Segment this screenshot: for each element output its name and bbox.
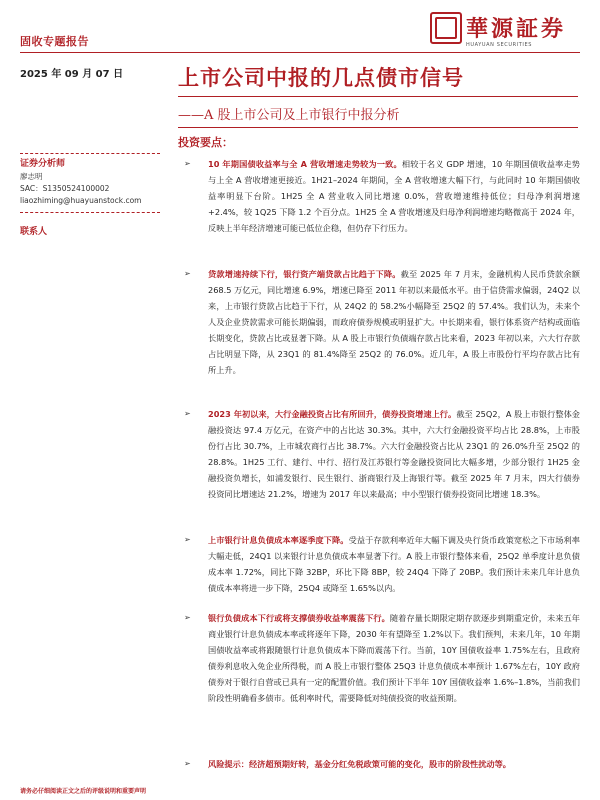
key-point-text: 截至 2025 年 7 月末，金融机构人民币贷款余额 268.5 万亿元，同比增速 6.9%，增速已降至 2011 年初以来最低水平。由于信贷需求偏弱，24Q2 以来，上市银行贷款占比趋于下行，从 24Q2 的 58.2%小幅降至 25Q2 的 57.4%。我们认为，未来个人及企业贷款需求可能长期偏弱，而政府债券规模或明显扩大。中长期来看，银行体系资产结构或面临长期变化，贷款占比或显著下降。从 A 股上市银行负债端存款占比来看，2023 年初以来，六大行存款占比明显下降，从 23Q1 的 81.4%降至 25Q2 的 76.0%。近几年，A 股上市股份行平均存款占比有所上升。: [208, 269, 580, 375]
subtitle-divider: [178, 127, 578, 128]
arrow-bullet-icon: ➢: [184, 613, 191, 622]
key-points-label: 投资要点：: [178, 136, 233, 149]
key-point-item: [180, 610, 580, 756]
risk-warning-label: 风险提示：: [208, 759, 249, 769]
risk-warning-text: 经济超预期好转，基金分红免税政策可能的变化，股市的阶段性扰动等。: [248, 759, 511, 769]
report-date: 2025 年 09 月 07 日: [20, 69, 124, 80]
sidebar-divider: [20, 153, 160, 154]
key-point-highlight: 2023 年初以来，大行金融投资占比有所回升，债券投资增速上行。: [208, 409, 457, 419]
footer-disclaimer: 请务必仔细阅读正文之后的评级说明和重要声明: [20, 788, 147, 795]
key-point-text: 相较于名义 GDP 增速，10 年期国债收益率走势与上全 A 营收增速更接近。1H21–2024 年期间，全 A 营收增速大幅下行，与此同时 10 年期国债收益率明显下台阶。1H25 全 A 营业收入同比增速 0.0%，营收增速维持低位；归母净利润增速+2.4%，较 1Q25 下降 1.2 个百分点。1H25 全 A 营收增速及归母净利润增速均略微高于 2024 年，反映上半年经济增速可能已低位企稳，但仍存下行压力。: [208, 159, 580, 233]
key-point-highlight: 上市银行计息负债成本率逐季度下降。: [208, 535, 349, 545]
analyst-sac: SAC：S1350524100002: [20, 184, 110, 193]
arrow-bullet-icon: ➢: [184, 759, 191, 768]
report-subtitle: ——A 股上市公司及上市银行中报分析: [178, 108, 400, 123]
sidebar-divider: [20, 212, 160, 213]
risk-warning-item: [180, 756, 580, 772]
analyst-heading: 证券分析师: [20, 159, 66, 169]
analyst-name: 廖志明: [20, 172, 43, 181]
report-title: 上市公司中报的几点债市信号: [178, 65, 464, 90]
title-divider: [178, 96, 578, 97]
key-point-highlight: 10 年期国债收益率与全 A 营收增速走势较为一致。: [208, 159, 402, 169]
key-point-text: 受益于存款利率近年大幅下调及央行货币政策宽松之下市场利率大幅走低，24Q1 以来银行计息负债成本率显著下行。A 股上市银行整体来看，25Q2 单季度计息负债成本率 1.72%，同比下降 32BP，环比下降 8BP，较 24Q4 下降了 20BP。我们预计未来几年计息负债成本率将进一步下降，25Q4 或降至 1.65%以内。: [208, 535, 580, 593]
arrow-bullet-icon: ➢: [184, 159, 191, 168]
document-type-label: 固收专题报告: [20, 35, 89, 48]
key-point-item: [180, 266, 580, 406]
key-point-text: 随着存量长期限定期存款逐步到期重定价，未来五年商业银行计息负债成本率或将逐年下降，2030 年有望降至 1.2%以下。我们预判，未来几年，10 年期国债收益率或将跟随银行计息负债成本下降而震荡下行。当前，10Y 国债收益率 1.75%左右，且政府债券利息收入免企业所得税，而 A 股上市银行整体 25Q3 计息负债成本率预计 1.67%左右，10Y 政府债券对于银行自营或已具有一定的配置价值。我们预计下半年 10Y 国债收益率 1.6%–1.8%，当前我们阶段性明确看多债市。低利率时代，需要降低对纯债投资的收益预期。: [208, 613, 580, 703]
key-point-item: [180, 406, 580, 532]
key-point-item: [180, 532, 580, 610]
arrow-bullet-icon: ➢: [184, 535, 191, 544]
key-point-highlight: 贷款增速持续下行，银行资产端贷款占比趋于下降。: [208, 269, 401, 279]
arrow-bullet-icon: ➢: [184, 409, 191, 418]
company-logo: [430, 12, 590, 56]
key-point-item: [180, 156, 580, 266]
logo-name: 華源証券: [466, 16, 567, 42]
key-point-highlight: 银行负债成本下行或将支撑债券收益率震荡下行。: [208, 613, 390, 623]
key-point-text: 截至 25Q2，A 股上市银行整体金融投资达 97.4 万亿元，在资产中的占比达 30.3%。其中，六大行金融投资平均占比 28.8%，上市股份行占比 30.7%，上市城农商行占比 38.7%。六大行金融投资占比从 23Q1 的 26.0%升至 25Q2 的 28.8%。1H25 工行、建行、中行、招行及江苏银行等金融投资同比大幅多增，少部分银行 1H25 金融投资负增长，如浦发银行、民生银行、浙商银行及上海银行等。截至 2025 年 7 月末，四大行债券投资同比增速达 21.2%，增速为 2017 年以来最高；中小型银行债券投资同比增速 18.3%。: [208, 409, 580, 499]
arrow-bullet-icon: ➢: [184, 269, 191, 278]
key-points-list: [180, 156, 580, 772]
contact-heading: 联系人: [20, 227, 48, 237]
logo-subtitle: HUAYUAN SECURITIES: [466, 42, 533, 48]
analyst-email: liaozhiming@huayuanstock.com: [20, 196, 142, 205]
logo-seal-icon: [430, 12, 462, 44]
